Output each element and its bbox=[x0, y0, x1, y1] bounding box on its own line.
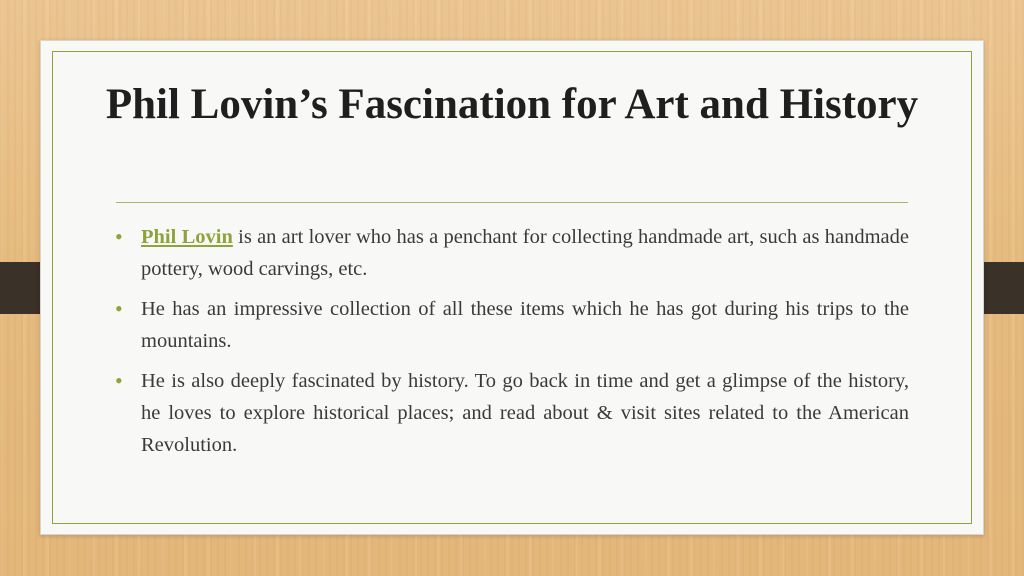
bullet-dot-icon: • bbox=[115, 368, 123, 393]
bullet-dot-icon: • bbox=[115, 224, 123, 249]
bullet-text-2: He has an impressive collection of all these items which he has got during his trips to the mountains. bbox=[141, 298, 909, 352]
phil-lovin-link[interactable]: Phil Lovin bbox=[141, 226, 233, 248]
bullet-text-3: He is also deeply fascinated by history. To go back in time and get a glimpse of the history, he loves to explore historical places; and read about & visit sites related to the American Revolution. bbox=[141, 370, 909, 456]
bullet-item-2 bbox=[115, 293, 909, 357]
slide-title: Phil Lovin’s Fascination for Art and History bbox=[105, 81, 919, 128]
bullet-item-1 bbox=[115, 221, 909, 285]
bullet-text-1: is an art lover who has a penchant for collecting handmade art, such as handmade pottery, wood carvings, etc. bbox=[141, 226, 909, 280]
bullet-list bbox=[115, 221, 909, 469]
title-divider bbox=[116, 202, 908, 203]
slide-card bbox=[40, 40, 984, 535]
bullet-item-3 bbox=[115, 365, 909, 461]
bullet-dot-icon: • bbox=[115, 296, 123, 321]
